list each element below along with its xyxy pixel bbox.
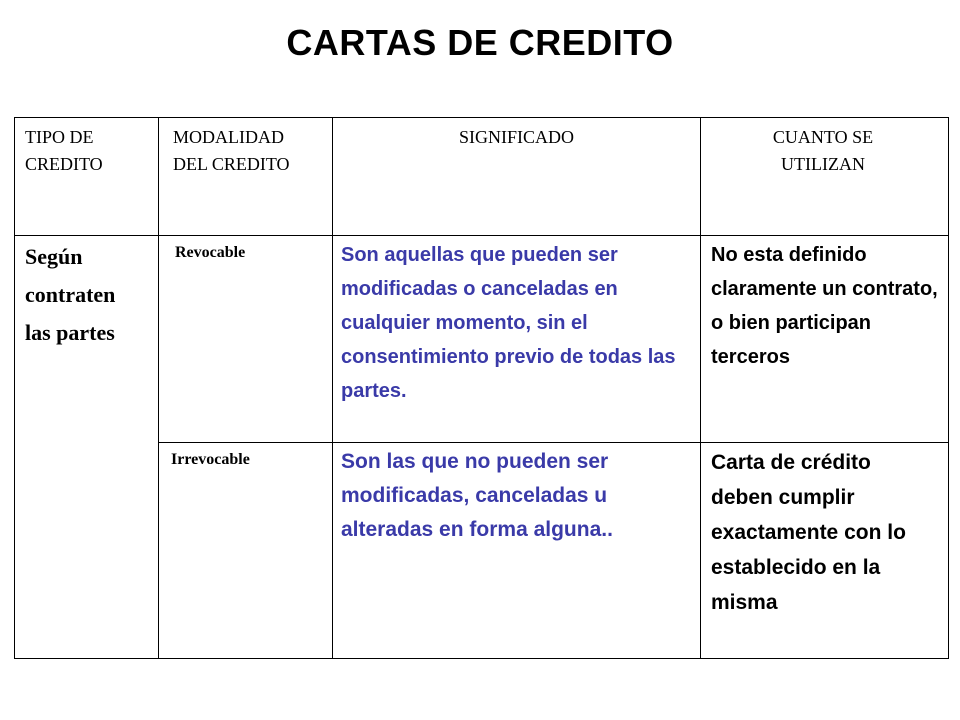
page-title: CARTAS DE CREDITO (286, 22, 674, 63)
category-cell (15, 236, 159, 659)
header-tipo: TIPO DE CREDITO (25, 127, 103, 174)
uso-cell (701, 443, 949, 659)
header-cell-modalidad (159, 118, 333, 236)
uso-cell (701, 236, 949, 443)
header-modalidad: MODALIDAD DEL CREDITO (173, 127, 290, 174)
modalidad-revocable: Revocable (175, 244, 246, 261)
header-significado: SIGNIFICADO (458, 127, 574, 147)
credit-letters-table (14, 117, 949, 659)
uso-revocable: No esta definido claramente un contrato, o bien participan terceros (711, 244, 938, 368)
table-header-row (15, 118, 949, 236)
significado-irrevocable: Son las que no pueden ser modificadas, canceladas u alteradas en forma alguna.. (341, 450, 613, 541)
table-row (15, 236, 949, 443)
significado-cell (333, 443, 701, 659)
modalidad-irrevocable: Irrevocable (171, 451, 250, 468)
significado-revocable: Son aquellas que pueden ser modificadas o canceladas en cualquier momento, sin el consentimiento previo de todas las partes. (341, 244, 676, 402)
uso-irrevocable: Carta de crédito deben cumplir exactamente con lo establecido en la misma (711, 451, 906, 614)
significado-cell (333, 236, 701, 443)
header-cell-tipo (15, 118, 159, 236)
header-uso: CUANTO SE UTILIZAN (772, 127, 874, 174)
header-cell-uso (701, 118, 949, 236)
category-label: Según contraten las partes (25, 244, 116, 345)
modalidad-cell (159, 236, 333, 443)
modalidad-cell (159, 443, 333, 659)
header-cell-significado (333, 118, 701, 236)
